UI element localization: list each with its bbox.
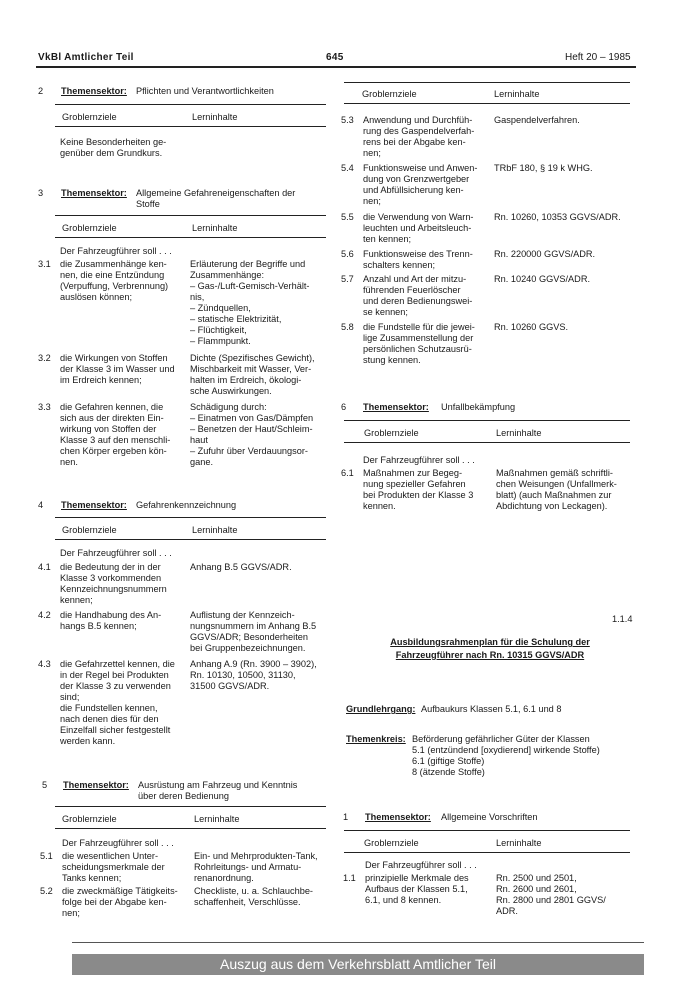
section-5-title: Ausrüstung am Fahrzeug und Kenntnis über deren Bedienung <box>138 780 298 801</box>
item-content: Ein- und Mehrprodukten-Tank, Rohrleitungs- und Armatu- renanordnung. <box>194 851 318 883</box>
section-5-number: 5 <box>42 780 48 790</box>
section-6-label: Themensektor: <box>363 402 429 412</box>
item-content: Dichte (Spezifisches Gewicht), Mischbarkeit mit Wasser, Ver- halten im Erdreich, ökologi- sche Auswirkungen. <box>190 353 315 396</box>
section-6-intro: Der Fahrzeugführer soll . . . <box>363 455 475 465</box>
col-content-header: Lerninhalte <box>194 814 240 824</box>
table-rule <box>55 104 326 105</box>
section-1-label: Themensektor: <box>365 812 431 822</box>
section-1-number: 1 <box>343 812 349 822</box>
item-goal: Anwendung und Durchfüh- rung des Gaspendelverfah- rens bei der Abgabe ken- nen; <box>363 115 475 158</box>
item-content: Auflistung der Kennzeich- nungsnummern im Anhang B.5 GGVS/ADR; Besonderheiten bei Gruppenbezeichnungen. <box>190 610 317 653</box>
item-number: 5.3 <box>341 115 354 125</box>
journal-header: VkBl Amtlicher Teil <box>38 52 134 63</box>
item-content: Anhang B.5 GGVS/ADR. <box>190 562 292 572</box>
item-goal: die Handhabung des An- hangs B.5 kennen; <box>60 610 162 631</box>
col-goals-header: Groblernziele <box>62 223 117 233</box>
item-content: Gaspendelverfahren. <box>494 115 580 125</box>
table-rule <box>55 215 326 216</box>
table-rule <box>344 852 630 853</box>
plan-title-line-1: Ausbildungsrahmenplan für die Schulung der <box>390 637 590 647</box>
col-content-header: Lerninhalte <box>192 112 238 122</box>
table-rule <box>344 420 630 421</box>
item-content: Rn. 2500 und 2501, Rn. 2600 und 2601, Rn. 2800 und 2801 GGVS/ ADR. <box>496 873 606 916</box>
col-content-header: Lerninhalte <box>192 525 238 535</box>
page-number: 645 <box>326 52 344 63</box>
item-content: Maßnahmen gemäß schriftli- chen Weisungen (Unfallmerk- blatt) (auch Maßnahmen zur Abdichtung von Leckagen). <box>496 468 617 511</box>
section-2-title: Pflichten und Verantwortlichkeiten <box>136 86 274 96</box>
table-rule <box>55 806 326 807</box>
table-rule <box>55 126 326 127</box>
col-goals-header: Groblernziele <box>62 525 117 535</box>
item-content: Rn. 10260, 10353 GGVS/ADR. <box>494 212 621 222</box>
footer-banner: Auszug aus dem Verkehrsblatt Amtlicher Teil <box>72 954 644 975</box>
item-number: 3.1 <box>38 259 51 269</box>
item-number: 1.1 <box>343 873 356 883</box>
section-2-number: 2 <box>38 86 44 96</box>
section-4-intro: Der Fahrzeugführer soll . . . <box>60 548 172 558</box>
section-reference: 1.1.4 <box>612 614 633 624</box>
item-number: 4.3 <box>38 659 51 669</box>
section-2-label: Themensektor: <box>61 86 127 96</box>
section-1-intro: Der Fahrzeugführer soll . . . <box>365 860 477 870</box>
section-5-intro: Der Fahrzeugführer soll . . . <box>62 838 174 848</box>
item-number: 6.1 <box>341 468 354 478</box>
header-rule <box>36 66 636 68</box>
item-content: Rn. 10260 GGVS. <box>494 322 569 332</box>
item-number: 4.1 <box>38 562 51 572</box>
section-5-label: Themensektor: <box>63 780 129 790</box>
item-goal: die Fundstelle für die jewei- lige Zusammenstellung der persönlichen Schutzausrü- stung kennen. <box>363 322 475 365</box>
item-content: Anhang A.9 (Rn. 3900 – 3902), Rn. 10130, 10500, 31130, 31500 GGVS/ADR. <box>190 659 317 691</box>
item-goal: Funktionsweise des Trenn- schalters kennen; <box>363 249 473 270</box>
topic-circle-label: Themenkreis: <box>346 734 406 744</box>
col-content-header: Lerninhalte <box>192 223 238 233</box>
table-rule <box>344 830 630 831</box>
table-rule <box>344 103 630 104</box>
table-rule <box>55 517 326 518</box>
course-label: Grundlehrgang: <box>346 704 416 714</box>
item-goal: die Gefahrzettel kennen, die in der Regel bei Produkten der Klasse 3 zu verwenden sind; die Fundstellen kennen, nach denen dies für den Einzelfall sicher festgestellt werden kann. <box>60 659 175 746</box>
section-4-number: 4 <box>38 500 44 510</box>
section-6-title: Unfallbekämpfung <box>441 402 516 412</box>
col-content-header: Lerninhalte <box>496 428 542 438</box>
item-content: Erläuterung der Begriffe und Zusammenhänge: – Gas-/Luft-Gemisch-Verhält- nis, – Zündquellen, – statische Elektrizität, – Flüchtigkeit, – Flammpunkt. <box>190 259 310 346</box>
col-content-header: Lerninhalte <box>496 838 542 848</box>
table-rule <box>344 442 630 443</box>
section-3-title: Allgemeine Gefahreneigenschaften der Stoffe <box>136 188 296 209</box>
col-goals-header: Groblernziele <box>362 89 417 99</box>
section-3-intro: Der Fahrzeugführer soll . . . <box>60 246 172 256</box>
section-3-label: Themensektor: <box>61 188 127 198</box>
col-goals-header: Groblernziele <box>62 112 117 122</box>
issue-label: Heft 20 – 1985 <box>565 52 631 63</box>
item-goal: Funktionsweise und Anwen- dung von Grenzwertgeber und Abfüllsicherung ken- nen; <box>363 163 478 206</box>
table-rule <box>55 539 326 540</box>
item-content: Schädigung durch: – Einatmen von Gas/Dämpfen – Benetzen der Haut/Schleim- haut – Zufuhr über Verdauungsor- gane. <box>190 402 314 467</box>
item-goal: die zweckmäßige Tätigkeits- folge bei der Abgabe ken- nen; <box>62 886 178 918</box>
item-goal: die wesentlichen Unter- scheidungsmerkmale der Tanks kennen; <box>62 851 165 883</box>
section-3-number: 3 <box>38 188 44 198</box>
plan-title-line-2: Fahrzeugführer nach Rn. 10315 GGVS/ADR <box>395 650 585 660</box>
item-number: 4.2 <box>38 610 51 620</box>
item-goal: Anzahl und Art der mitzu- führenden Feuerlöscher und deren Bedienungswei- se kennen; <box>363 274 473 317</box>
section-4-title: Gefahrenkennzeichnung <box>136 500 237 510</box>
table-rule <box>344 82 630 83</box>
item-number: 5.1 <box>40 851 53 861</box>
course-text: Aufbaukurs Klassen 5.1, 6.1 und 8 <box>421 704 562 714</box>
item-content: Checkliste, u. a. Schlauchbe- schaffenheit, Verschlüsse. <box>194 886 313 907</box>
item-number: 5.6 <box>341 249 354 259</box>
item-content: TRbF 180, § 19 k WHG. <box>494 163 593 173</box>
item-goal: die Wirkungen von Stoffen der Klasse 3 im Wasser und im Erdreich kennen; <box>60 353 175 385</box>
item-number: 5.8 <box>341 322 354 332</box>
item-number: 5.4 <box>341 163 354 173</box>
item-goal: Maßnahmen zur Begeg- nung spezieller Gefahren bei Produkten der Klasse 3 kennen. <box>363 468 474 511</box>
item-goal: die Gefahren kennen, die sich aus der direkten Ein- wirkung von Stoffen der Klasse 3 auf den menschli- chen Körper ergeben kön- nen. <box>60 402 171 467</box>
topic-circle-text: Beförderung gefährlicher Güter der Klassen 5.1 (entzündend [oxydierend] wirkende Stoffe) 6.1 (giftige Stoffe) 8 (ätzende Stoffe) <box>412 734 600 777</box>
col-goals-header: Groblernziele <box>62 814 117 824</box>
footer-rule <box>72 942 644 943</box>
section-1-title: Allgemeine Vorschriften <box>441 812 538 822</box>
item-content: Rn. 10240 GGVS/ADR. <box>494 274 591 284</box>
col-goals-header: Groblernziele <box>364 428 419 438</box>
item-goal: die Bedeutung der in der Klasse 3 vorkommenden Kennzeichnungsnummern kennen; <box>60 562 167 605</box>
item-number: 3.3 <box>38 402 51 412</box>
item-content: Rn. 220000 GGVS/ADR. <box>494 249 596 259</box>
item-goal: die Verwendung von Warn- leuchten und Arbeitsleuch- ten kennen; <box>363 212 474 244</box>
item-goal: die Zusammenhänge ken- nen, die eine Entzündung (Verpuffung, Verbrennung) auslösen können; <box>60 259 169 302</box>
section-6-number: 6 <box>341 402 347 412</box>
item-number: 5.2 <box>40 886 53 896</box>
col-content-header: Lerninhalte <box>494 89 540 99</box>
section-4-label: Themensektor: <box>61 500 127 510</box>
col-goals-header: Groblernziele <box>364 838 419 848</box>
item-number: 5.5 <box>341 212 354 222</box>
item-number: 5.7 <box>341 274 354 284</box>
item-number: 3.2 <box>38 353 51 363</box>
item-goal: prinzipielle Merkmale des Aufbaus der Klassen 5.1, 6.1, und 8 kennen. <box>365 873 469 905</box>
table-rule <box>55 828 326 829</box>
section-2-note: Keine Besonderheiten ge- genüber dem Grundkurs. <box>60 137 167 158</box>
table-rule <box>55 237 326 238</box>
